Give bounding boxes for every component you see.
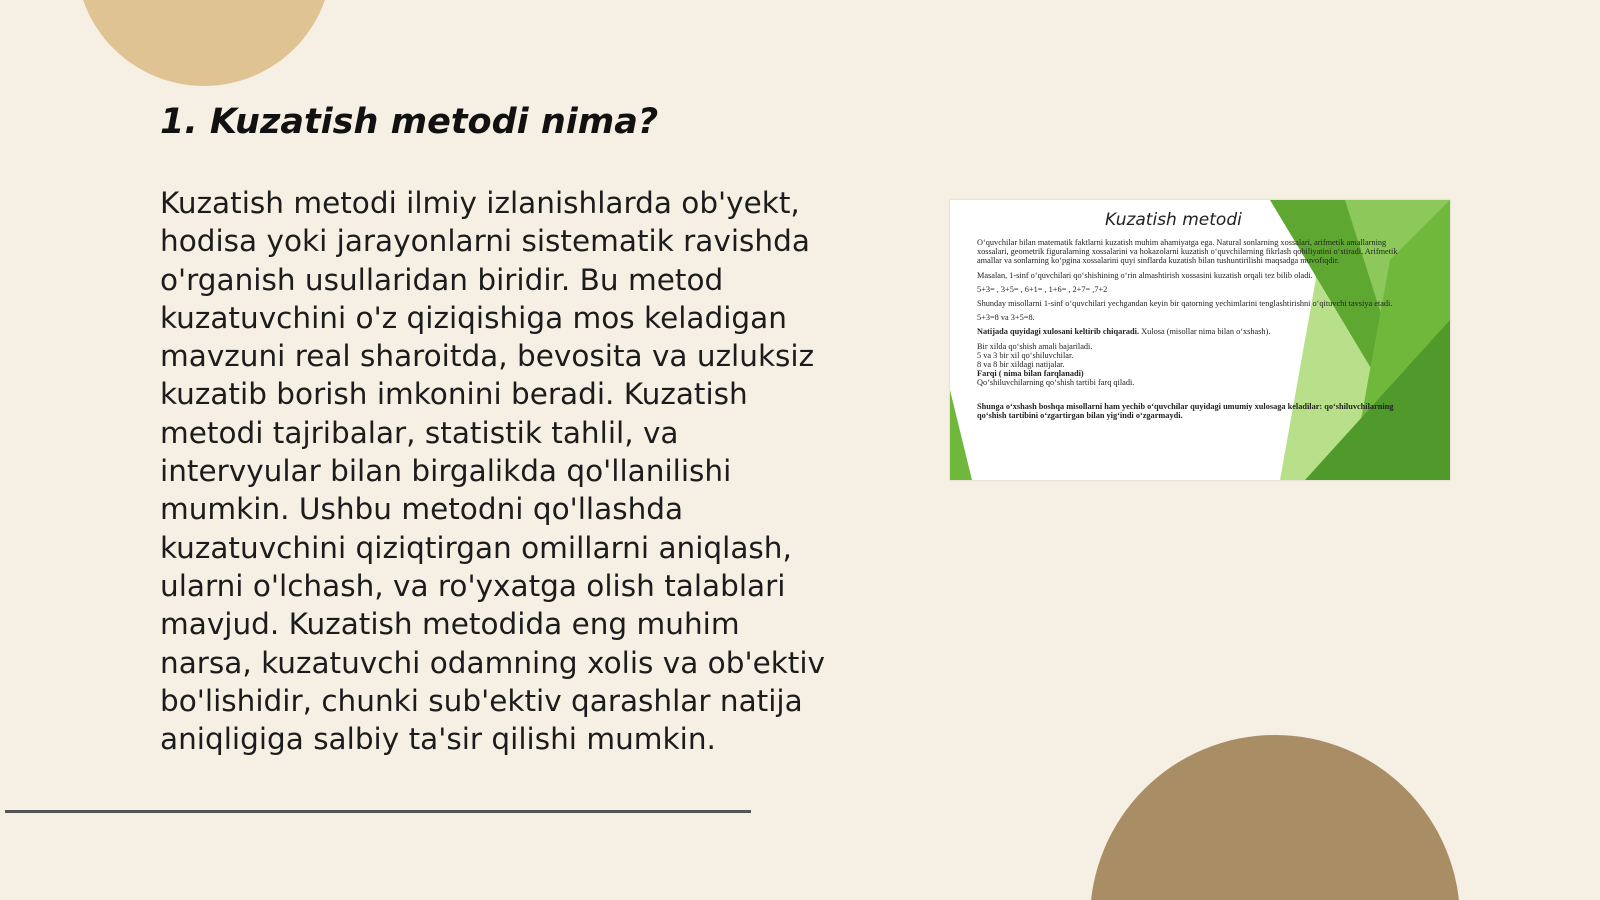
thumbnail-paragraph: 5+3= , 3+5= , 6+1= , 1+6= , 2+7= ,7+2: [977, 284, 1108, 294]
slide-title: 1. Kuzatish metodi nima?: [160, 102, 659, 142]
thumbnail-bold-text: Natijada quyidagi xulosani keltirib chiqaradi.: [977, 327, 1140, 337]
list-item: Farqi ( nima bilan farqlanadi): [977, 369, 1084, 379]
thumbnail-title: Kuzatish metodi: [1105, 210, 1242, 230]
horizontal-divider: [5, 810, 751, 813]
list-item: Bir xilda qo‘shish amali bajariladi.: [977, 341, 1093, 351]
thumbnail-paragraph: O‘quvchilar bilan matematik faktlarni kuzatish muhim ahamiyatga ega. Natural sonlarning xossalari, arifmetik amallarning xossalari, geometrik figuralarning xossalarini va hokazolarni kuzatish o‘quvchilarning fikrlash qobiliyatini o‘stiradi. Arifmetik amallar va sonlarning ko‘pgina xossalarini quyi sinflarda kuzatish bilan tushuntirilishi maqsadga muvofiqdir.: [977, 238, 1398, 266]
thumbnail-paragraph: Shunday misollarni 1-sinf o‘quvchilari yechgandan keyin bir qatorning yechimlarini tenglashtirishni o‘qituvchi tavsiya etadi.: [977, 299, 1393, 309]
thumbnail-list: [977, 342, 1417, 388]
decorative-circle-bottom: [1090, 735, 1460, 900]
thumbnail-text: [977, 238, 1417, 425]
decorative-circle-top: [76, 0, 332, 86]
thumbnail-paragraph: [977, 327, 1417, 336]
slide-thumbnail-image: [950, 200, 1450, 480]
thumbnail-paragraph: 5+3=8 va 3+5=8.: [977, 313, 1035, 323]
slide-body-text: Kuzatish metodi ilmiy izlanishlarda ob'yekt, hodisa yoki jarayonlarni sistematik ravishda o'rganish usullaridan biridir. Bu metod kuzatuvchini o'z qiziqishiga mos keladigan mavzuni real sharoitda, bevosita va uzluksiz kuzatib borish imkonini beradi. Kuzatish metodi tajribalar, statistik tahlil, va intervyular bilan birgalikda qo'llanilishi mumkin. Ushbu metodni qo'llashda kuzatuvchini qiziqtirgan omillarni aniqlash, ularni o'lchash, va ro'yxatga olish talablari mavjud. Kuzatish metodida eng muhim narsa, kuzatuvchi odamning xolis va ob'ektiv bo'lishidir, chunki sub'ektiv qarashlar natija aniqligiga salbiy ta'sir qilishi mumkin.: [160, 186, 826, 757]
thumbnail-text-span: Xulosa (misollar nima bilan o‘xshash).: [1139, 327, 1271, 337]
thumbnail-paragraph: Masalan, 1-sinf o‘quvchilari qo‘shishining o‘rin almashtirish xossasini kuzatish orqali tez bilib oladi.: [977, 270, 1313, 280]
list-item: 8 va 8 bir xildagi natijalar.: [977, 360, 1065, 370]
list-item: Qo‘shiluvchilarning qo‘shish tartibi farq qiladi.: [977, 378, 1135, 388]
thumbnail-conclusion: Shunga o‘xshash boshqa misollarni ham yechib o‘quvchilar quyidagi umumiy xulosaga keladilar: qo‘shiluvchilarning qo‘shish tartibini o‘zgartirgan bilan yig‘indi o‘zgarmaydi.: [977, 401, 1394, 420]
list-item: 5 va 3 bir xil qo‘shiluvchilar.: [977, 350, 1074, 360]
